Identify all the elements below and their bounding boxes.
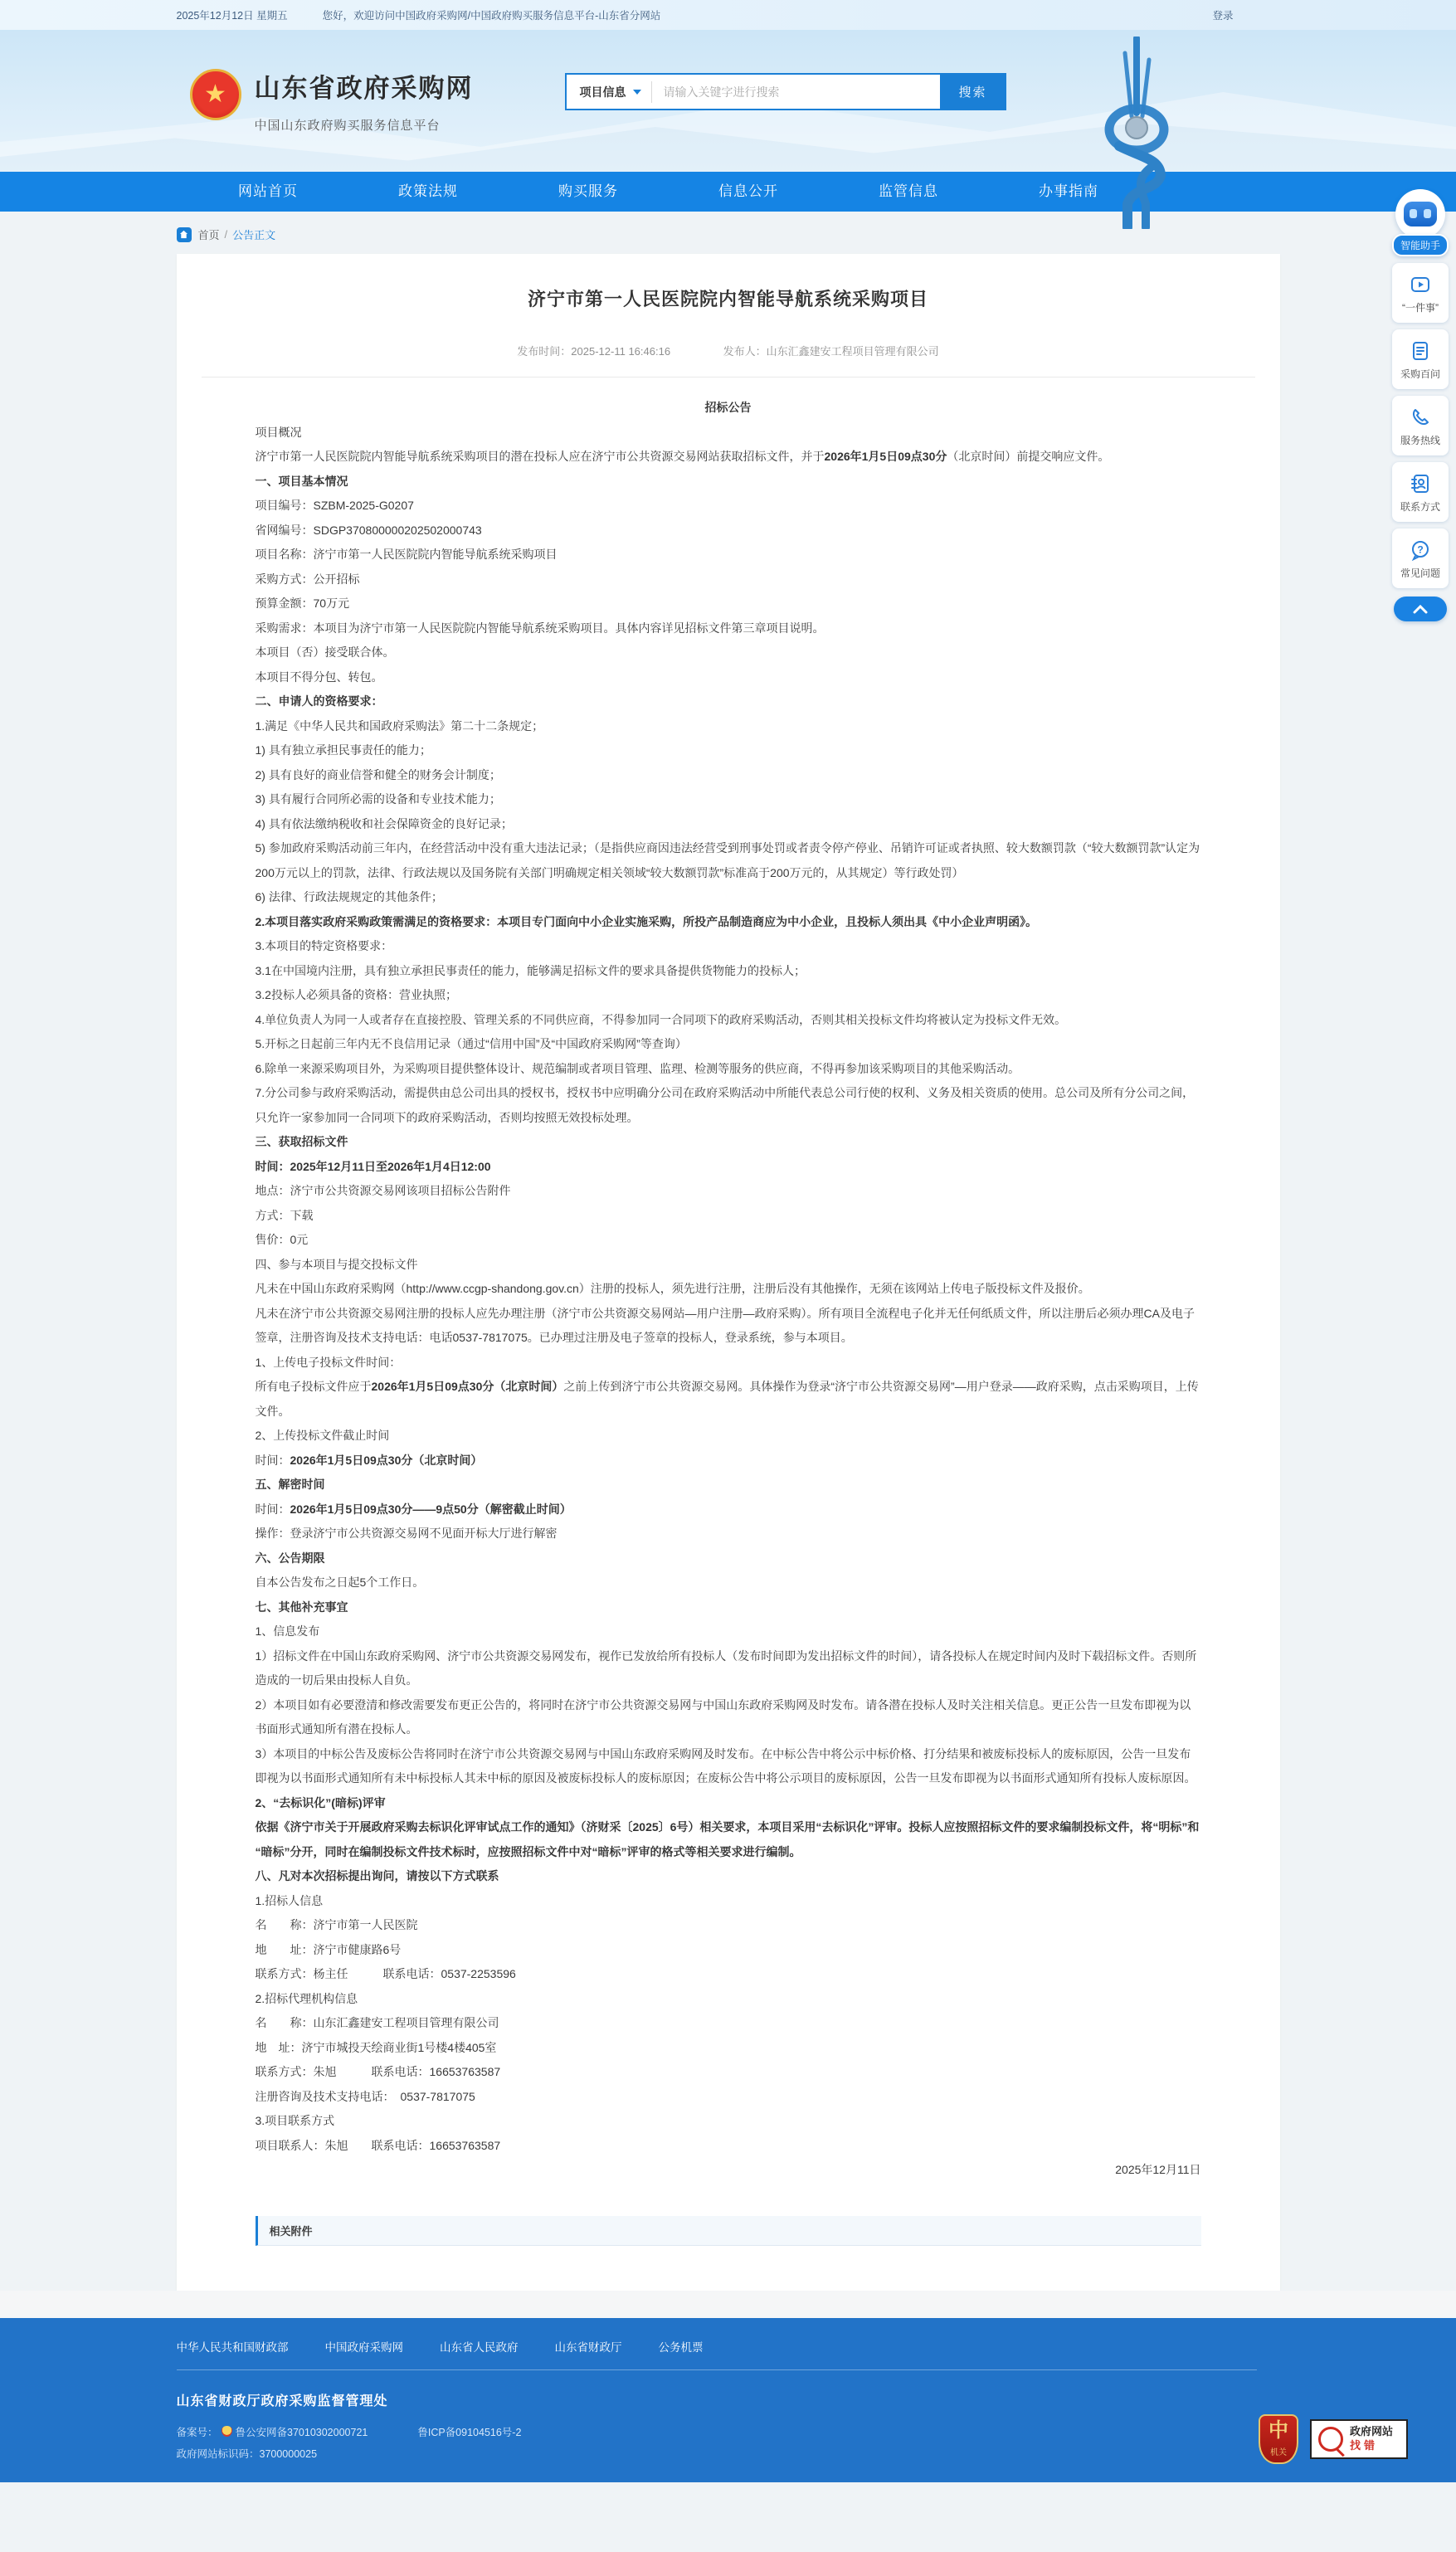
- related-attachments-section: [256, 2216, 1201, 2246]
- article-paragraph: 操作：登录济宁市公共资源交易网不见面开标大厅进行解密: [255, 1527, 558, 1540]
- article-paragraph: 七、其他补充事宜: [255, 1600, 348, 1614]
- float-widget-一件事[interactable]: [1392, 263, 1449, 323]
- police-badge-icon: [222, 2426, 232, 2437]
- article-paragraph: 1、信息发布: [255, 1624, 320, 1638]
- float-widget-label: 采购百问: [1400, 368, 1440, 380]
- back-to-top-button[interactable]: [1394, 597, 1447, 621]
- chevron-up-icon: [1413, 604, 1428, 614]
- footer-link-中国政府采购网[interactable]: 中国政府采购网: [324, 2340, 403, 2354]
- article-paragraph: 5) 参加政府采购活动前三年内，在经营活动中没有重大违法记录；（是指供应商因违法经营受到刑事处罚或者责令停产停业、吊销许可证或者执照、较大数额罚款（“较大数额罚款”认定为200万元以上的罚款，法律、行政法规以及国务院有关部门明确规定相关领域“较大数额罚款”标准高于200万元的，从其规定）等行政处罚）: [255, 841, 1200, 879]
- nav-item-政策法规[interactable]: 政策法规: [398, 183, 458, 199]
- svg-text:?: ?: [1417, 543, 1424, 555]
- float-widget-常见问题[interactable]: [1392, 528, 1449, 588]
- article-paragraph: 1.招标人信息: [255, 1893, 324, 1907]
- article-paragraph: 地点：济宁市公共资源交易网该项目招标公告附件: [255, 1184, 511, 1197]
- site-code: 政府网站标识码：3700000025: [176, 2447, 318, 2460]
- play-icon: [1410, 272, 1431, 297]
- float-widget-label: 常见问题: [1400, 567, 1440, 579]
- article-paragraph: 八、凡对本次招标提出询问，请按以下方式联系: [255, 1869, 499, 1882]
- footer-link-山东省财政厅[interactable]: 山东省财政厅: [554, 2340, 622, 2354]
- site-header: [0, 30, 1456, 172]
- article-paragraph: 本项目（否）接受联合体。: [255, 645, 395, 659]
- article-paragraph: 4.单位负责人为同一人或者存在直接控股、管理关系的不同供应商，不得参加同一合同项下的政府采购活动，否则其相关投标文件均将被认定为投标文件无效。: [255, 1012, 1067, 1026]
- login-link[interactable]: 登录: [1212, 10, 1234, 22]
- article-paragraph: 时间：2026年1月5日09点30分（北京时间）: [255, 1453, 483, 1467]
- announcement-title: 济宁市第一人民医院院内智能导航系统采购项目: [527, 289, 928, 309]
- article-paragraph: 预算金额：70万元: [255, 597, 350, 610]
- article-paragraph: 2025年12月11日: [1115, 2163, 1201, 2176]
- beian-icp-number[interactable]: 鲁ICP备09104516号-2: [417, 2426, 522, 2438]
- article-paragraph: 6) 法律、行政法规规定的其他条件；: [255, 890, 443, 903]
- article-paragraph: 3.本项目的特定资格要求：: [255, 939, 393, 952]
- search-box: [565, 73, 1006, 110]
- current-date: 2025年12月12日 星期五: [176, 10, 288, 22]
- article-paragraph: 3.1在中国境内注册，具有独立承担民事责任的能力，能够满足招标文件的要求具备提供货物能力的投标人；: [255, 963, 806, 977]
- footer-divider: [177, 2369, 1257, 2370]
- site-subtitle: 中国山东政府购买服务信息平台: [254, 119, 441, 133]
- article-paragraph: 2) 具有良好的商业信誉和健全的财务会计制度；: [255, 767, 501, 782]
- nav-item-监管信息[interactable]: 监管信息: [879, 183, 938, 199]
- article-paragraph: 1.满足《中华人民共和国政府采购法》第二十二条规定；: [255, 718, 544, 733]
- search-button[interactable]: 搜索: [940, 73, 1006, 110]
- magnifier-icon: [1318, 2427, 1343, 2452]
- top-bar: [0, 0, 1456, 30]
- article-paragraph: 方式：下载: [255, 1208, 314, 1222]
- announcement-meta: [202, 343, 1255, 358]
- beian-police-number[interactable]: 鲁公安网备37010302000721: [235, 2426, 368, 2438]
- article-paragraph: 2.本项目落实政府采购政策需满足的资格要求：本项目专门面向中小企业实施采购，所投产品制造商应为中小企业，且投标人须出具《中小企业声明函》。: [255, 914, 1038, 928]
- article-paragraph: 2、上传投标文件截止时间: [255, 1429, 390, 1442]
- article-paragraph: 3.2投标人必须具备的资格：营业执照；: [255, 988, 457, 1001]
- article-paragraph: 四、参与本项目与提交投标文件: [255, 1257, 418, 1271]
- main-nav: [0, 172, 1456, 212]
- announcement-body: [202, 377, 1255, 2183]
- article-paragraph: 3) 具有履行合同所必需的设备和专业技术能力；: [255, 792, 501, 806]
- publisher: 发布人：山东汇鑫建安工程项目管理有限公司: [723, 345, 939, 358]
- article-paragraph: 所有电子投标文件应于2026年1月5日09点30分（北京时间）之前上传到济宁市公共资源交易网。具体操作为登录“济宁市公共资源交易网”—用户登录——政府采购，点击采购项目，上传文件。: [255, 1380, 1199, 1418]
- welcome-text: 您好，欢迎访问中国政府采购网/中国政府购买服务信息平台-山东省分网站: [322, 10, 661, 22]
- breadcrumb-home[interactable]: 首页: [197, 229, 220, 241]
- article-paragraph: 省网编号：SDGP370800000202502000743: [255, 523, 482, 537]
- article-paragraph: 二、申请人的资格要求：: [255, 694, 383, 708]
- doc-icon: [1410, 338, 1431, 363]
- floating-sidebar: [1390, 189, 1451, 621]
- article-paragraph: 自本公告发布之日起5个工作日。: [255, 1576, 425, 1589]
- article-paragraph: 名 称：济宁市第一人民医院: [255, 1918, 418, 1931]
- site-brand[interactable]: [190, 66, 474, 134]
- article-paragraph: 联系方式：杨主任 联系电话：0537-2253596: [255, 1967, 516, 1980]
- article-paragraph: 项目概况: [255, 425, 302, 439]
- float-widget-采购百问[interactable]: [1392, 329, 1449, 389]
- search-category-dropdown[interactable]: [567, 75, 651, 109]
- article-paragraph: 1) 具有独立承担民事责任的能力；: [255, 743, 431, 757]
- article-paragraph: 项目编号：SZBM-2025-G0207: [255, 499, 414, 512]
- article-paragraph: 地 址：济宁市健康路6号: [255, 1942, 402, 1956]
- article-paragraph: 凡未在济宁市公共资源交易网注册的投标人应先办理注册（济宁市公共资源交易网站—用户注册—政府采购）。所有项目全流程电子化并无任何纸质文件，所以注册后必须办理CA及电子签章，注册咨询及技术支持电话：电话0537-7817075。已办理过注册及电子签章的投标人，登录系统，参与本项目。: [255, 1306, 1195, 1344]
- publish-time: 发布时间：2025-12-11 16:46:16: [517, 345, 671, 358]
- article-paragraph: 1）招标文件在中国山东政府采购网、济宁市公共资源交易网发布，视作已发放给所有投标人（发布时间即为发出招标文件的时间），请各投标人在规定时间内及时下载招标文件。否则所造成的一切后果由投标人自负。: [255, 1649, 1197, 1687]
- article-paragraph: 2）本项目如有必要澄清和修改需要发布更正公告的，将同时在济宁市公共资源交易网与中国山东政府采购网及时发布。请各潜在投标人及时关注相关信息。更正公告一旦发布即视为以书面形式通知所有潜在投标人。: [255, 1697, 1191, 1736]
- float-widget-联系方式[interactable]: [1392, 462, 1449, 522]
- gov-agency-badge[interactable]: 中 机关: [1259, 2414, 1298, 2464]
- article-paragraph: 时间：2025年12月11日至2026年1月4日12:00: [255, 1159, 491, 1173]
- breadcrumb-separator: /: [224, 228, 228, 241]
- article-paragraph: 项目名称：济宁市第一人民医院院内智能导航系统采购项目: [255, 548, 558, 561]
- article-paragraph: 六、公告期限: [255, 1551, 325, 1565]
- article-paragraph: 五、解密时间: [255, 1478, 325, 1491]
- float-widget-label: 服务热线: [1400, 434, 1440, 446]
- article-paragraph: 招标公告: [704, 401, 752, 414]
- breadcrumb: [0, 212, 1456, 254]
- article-paragraph: 三、获取招标文件: [255, 1135, 348, 1148]
- article-paragraph: 3）本项目的中标公告及废标公告将同时在济宁市公共资源交易网与中国山东政府采购网及时发布。在中标公告中将公示中标价格、打分结果和被废标投标人的废标原因，公告一旦发布即视为以书面形式通知所有未中标投标人其未中标的原因及被废标投标人的废标原因；在废标公告中将公示项目的废标原因，公告一旦发布即视为以书面形式通知所有投标人废标原因。: [255, 1746, 1196, 1785]
- article-paragraph: 采购需求：本项目为济宁市第一人民医院院内智能导航系统采购项目。具体内容详见招标文件第三章项目说明。: [255, 621, 825, 635]
- gov-site-error-report-badge[interactable]: 政府网站 找错: [1310, 2419, 1408, 2459]
- article-paragraph: 采购方式：公开招标: [255, 572, 360, 586]
- site-footer: [0, 2318, 1456, 2482]
- article-paragraph: 2、“去标识化”(暗标)评审: [255, 1795, 386, 1809]
- article-paragraph: 本项目不得分包、转包。: [255, 670, 383, 684]
- article-paragraph: 时间：2026年1月5日09点30分——9点50分（解密截止时间）: [255, 1502, 572, 1516]
- nav-item-办事指南[interactable]: 办事指南: [1039, 183, 1098, 199]
- ai-assistant-label[interactable]: 智能助手: [1392, 234, 1449, 256]
- footer-gap: [0, 2291, 1456, 2318]
- article-paragraph: 1、上传电子投标文件时间：: [255, 1355, 402, 1369]
- float-widget-label: “一件事”: [1402, 301, 1439, 314]
- search-category-label: 项目信息: [579, 85, 626, 99]
- article-paragraph: 济宁市第一人民医院院内智能导航系统采购项目的潜在投标人应在济宁市公共资源交易网站获取招标文件，并于2026年1月5日09点30分（北京时间）前提交响应文件。: [255, 450, 1110, 463]
- chevron-down-icon: [633, 90, 641, 95]
- site-title: 山东省政府采购网: [254, 74, 474, 103]
- article-paragraph: 联系方式：朱旭 联系电话：16653763587: [255, 2065, 501, 2078]
- article-paragraph: 项目联系人：朱旭 联系电话：16653763587: [255, 2138, 501, 2152]
- article-paragraph: 名 称：山东汇鑫建安工程项目管理有限公司: [255, 2016, 499, 2029]
- breadcrumb-current: 公告正文: [232, 229, 276, 241]
- beian-label: 备案号：: [176, 2426, 218, 2438]
- article-paragraph: 凡未在中国山东政府采购网（http://www.ccgp-shandong.gov.cn）注册的投标人，须先进行注册，注册后没有其他操作，无须在该网站上传电子版投标文件及报价。: [255, 1282, 1090, 1295]
- footer-link-公务机票[interactable]: 公务机票: [658, 2340, 704, 2354]
- footer-link-中华人民共和国财政部[interactable]: 中华人民共和国财政部: [176, 2340, 289, 2354]
- footer-link-山东省人民政府[interactable]: 山东省人民政府: [440, 2340, 519, 2354]
- article-paragraph: 依据《济宁市关于开展政府采购去标识化评审试点工作的通知》（济财采〔2025〕6号）相关要求，本项目采用“去标识化”评审。投标人应按照招标文件的要求编制投标文件，将“明标”和“暗标”分开，同时在编制投标文件技术标时，应按照招标文件中对“暗标”评审的格式等相关要求进行编制。: [255, 1820, 1200, 1858]
- float-widget-label: 联系方式: [1400, 500, 1440, 513]
- nav-item-信息公开[interactable]: 信息公开: [718, 183, 778, 199]
- article-paragraph: 3.项目联系方式: [255, 2114, 335, 2127]
- article-paragraph: 6.除单一来源采购项目外，为采购项目提供整体设计、规范编制或者项目管理、监理、检测等服务的供应商，不得再参加该采购项目的其他采购活动。: [255, 1061, 1020, 1075]
- robot-icon: [1404, 202, 1437, 226]
- article-paragraph: 5.开标之日起前三年内无不良信用记录（通过“信用中国”及“中国政府采购网”等查询）: [255, 1037, 687, 1050]
- footer-department: 山东省财政厅政府采购监督管理处: [176, 2394, 388, 2408]
- national-emblem-logo: ★: [190, 69, 241, 120]
- home-icon: [177, 227, 192, 242]
- contact-icon: [1410, 471, 1431, 496]
- article-paragraph: 一、项目基本情况: [255, 474, 348, 488]
- nav-item-购买服务[interactable]: 购买服务: [558, 183, 618, 199]
- nav-item-网站首页[interactable]: 网站首页: [238, 183, 298, 199]
- phone-icon: [1410, 405, 1431, 430]
- article-paragraph: 注册咨询及技术支持电话： 0537-7817075: [255, 2089, 475, 2103]
- article-paragraph: 地 址：济宁市城投天绘商业街1号楼4楼405室: [255, 2040, 497, 2054]
- ai-assistant-button[interactable]: [1395, 189, 1445, 239]
- search-input[interactable]: [652, 85, 940, 99]
- article-paragraph: 7.分公司参与政府采购活动，需提供由总公司出具的授权书，授权书中应明确分公司在政府采购活动中所能代表总公司行使的权利、义务及相关资质的使用。总公司及所有分公司之间，只允许一家参加同一合同项下的政府采购活动，否则均按照无效投标处理。: [255, 1086, 1195, 1124]
- article-paragraph: 售价：0元: [255, 1233, 309, 1246]
- related-attachments-title: 相关附件: [269, 2224, 313, 2238]
- article-paragraph: 4) 具有依法缴纳税收和社会保障资金的良好记录；: [255, 816, 513, 830]
- float-widget-服务热线[interactable]: [1392, 396, 1449, 455]
- question-icon: [1410, 538, 1431, 563]
- announcement-card: [177, 254, 1280, 2291]
- article-paragraph: 2.招标代理机构信息: [255, 1991, 358, 2005]
